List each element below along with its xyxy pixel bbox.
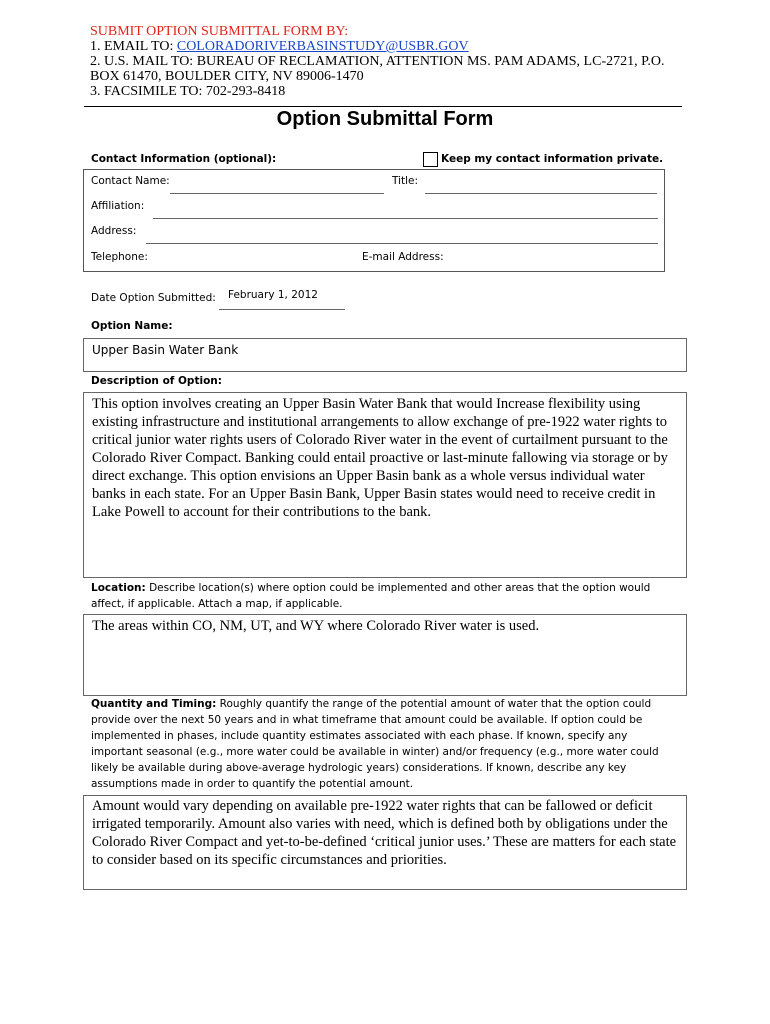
submission-instructions [90,24,690,99]
mail-instruction-line1: 2. U.S. MAIL TO: BUREAU OF RECLAMATION, ATTENTION MS. PAM ADAMS, LC-2721, P.O. [90,54,665,69]
contact-name-field[interactable] [170,193,384,194]
option-name-value: Upper Basin Water Bank [92,343,239,357]
mail-instruction-line2: BOX 61470, BOULDER CITY, NV 89006-1470 [90,69,364,84]
option-name-label: Option Name: [91,320,173,332]
email-label: E-mail Address: [362,251,444,263]
form-title: Option Submittal Form [276,108,494,130]
quantity-box[interactable] [83,795,687,890]
description-box[interactable] [83,392,687,578]
telephone-label: Telephone: [91,251,148,263]
quantity-label: Quantity and Timing: [91,698,217,710]
header-divider [84,106,682,107]
contact-name-label: Contact Name: [91,175,170,187]
description-label: Description of Option: [91,375,222,387]
quantity-instructions [91,696,671,792]
private-checkbox[interactable] [423,152,438,167]
date-value[interactable]: February 1, 2012 [228,289,318,301]
location-help: Describe location(s) where option could be implemented and other areas that the option would affect, if applicable. Attach a map, if applicable. [91,582,651,610]
date-underline [219,309,345,310]
title-field[interactable] [425,193,657,194]
quantity-value: Amount would vary depending on available pre-1922 water rights that can be fallowed or deficit irrigated temporarily. Amount also varies with need, which is defined both by obligations under the Colorado River Compact and yet-to-be-defined ‘critical junior uses.’ These are matters for each state to consider based on its specific circumstances and priorities. [92,798,677,868]
address-field[interactable] [146,243,658,244]
location-instructions [91,580,686,612]
quantity-help: Roughly quantify the range of the potential amount of water that the option could provide over the next 50 years and in what timeframe that amount could be available. If option could be implemented in phases, include quantity estimates associated with each phase. If known, specify any important seasonal (e.g., more water could be available in winter) and/or frequency (e.g., more water could likely be available during above-average hydrologic years) considerations. If known, describe any key assumptions made in order to quantify the potential amount. [91,698,659,790]
email-link[interactable]: COLORADORIVERBASINSTUDY@USBR.GOV [176,39,469,54]
submit-heading: SUBMIT OPTION SUBMITTAL FORM BY: [90,24,349,39]
location-box[interactable] [83,614,687,696]
private-label: Keep my contact information private. [441,153,664,165]
location-value: The areas within CO, NM, UT, and WY where Colorado River water is used. [92,618,540,634]
affiliation-label: Affiliation: [91,200,145,212]
email-prefix: 1. EMAIL TO: [90,39,177,54]
location-label: Location: [91,582,146,594]
address-label: Address: [91,225,137,237]
option-name-box[interactable] [83,338,687,372]
title-label: Title: [392,175,419,187]
date-label: Date Option Submitted: [91,292,216,304]
affiliation-field[interactable] [153,218,658,219]
contact-heading: Contact Information (optional): [91,153,277,165]
fax-instruction: 3. FACSIMILE TO: 702-293-8418 [90,84,286,99]
description-value: This option involves creating an Upper Basin Water Bank that would Increase flexibility using existing infrastructure and institutional arrangements to allow exchange of pre-1922 water rights to critical junior water rights users of Colorado River water in the event of curtailment pursuant to the Colorado River Compact. Banking could entail proactive or last-minute fallowing via storage or by direct exchange. This option envisions an Upper Basin bank as a whole versus individual water banks in each state. For an Upper Basin Bank, Upper Basin states would need to receive credit in Lake Powell to account for their contributions to the bank. [92,396,668,520]
email-instruction [90,39,690,54]
